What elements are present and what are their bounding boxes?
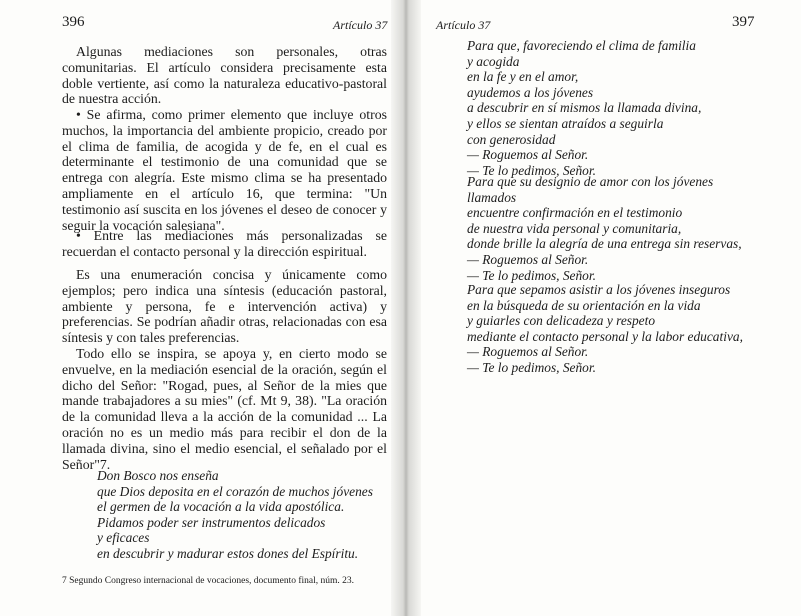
stanza-line: Para que, favoreciendo el clima de familia — [467, 38, 696, 53]
stanza — [467, 174, 742, 283]
stanza-line: — Te lo pedimos, Señor. — [467, 162, 596, 178]
stanza-line: encuentre confirmación en el testimonio — [467, 205, 683, 221]
stanza-line: Para que su designio de amor con los jóvenes — [467, 174, 714, 189]
page-number: 397 — [732, 14, 755, 30]
page-number: 396 — [62, 14, 85, 30]
stanza-line: y guiarles con delicadeza y respeto — [467, 313, 656, 329]
stanza-line: — Roguemos al Señor. — [467, 344, 589, 360]
stanza-line: — Roguemos al Señor. — [467, 147, 589, 163]
running-head: Artículo 37 — [333, 18, 388, 32]
stanza — [467, 282, 743, 376]
poem-line: el germen de la vocación a la vida apostólica. — [97, 499, 345, 515]
stanza-line: donde brille la alegría de una entrega sin reservas, — [467, 236, 742, 252]
poem-line: que Dios deposita en el corazón de muchos jóvenes — [97, 483, 373, 499]
stanza-line: Para que sepamos asistir a los jóvenes inseguros — [467, 282, 731, 297]
poem-line: y eficaces — [97, 530, 150, 546]
poem — [97, 468, 373, 562]
footnote: 7 Segundo Congreso internacional de vocaciones, documento final, núm. 23. — [62, 576, 355, 586]
stanza-line: en la fe y en el amor, — [467, 69, 579, 85]
stanza-line: ayudemos a los jóvenes — [467, 84, 594, 100]
poem-line: en descubrir y madurar estos dones del Espíritu. — [97, 545, 359, 561]
stanza — [467, 38, 701, 178]
paragraph: • Se afirma, como primer elemento que incluye otros muchos, la importancia del ambiente propicio, creado por el clima de familia, de acogida y de fe, en el cual es determinante el testimonio de una comunidad que se entrega con alegría. Este mismo clima se ha presentado ampliamente en el artículo 16, que termina: "Un testimonio así suscita en los jóvenes el deseo de conocer y seguir la vocación salesiana". — [62, 107, 387, 233]
stanza-line: de nuestra vida personal y comunitaria, — [467, 220, 682, 236]
stanza-line: mediante el contacto personal y la labor educativa, — [467, 328, 743, 344]
paragraph: Es una enumeración concisa y únicamente como ejemplos; pero indica una síntesis (educación pastoral, ambiente y persona, fe e intervención activa) y preferencias. Se podrían añadir otras, relacionadas con esa síntesis y con tales preferencias. — [62, 267, 387, 346]
paragraph: Algunas mediaciones son personales, otras comunitarias. El artículo considera precisamente esta doble vertiente, así como la naturaleza educativo-pastoral de nuestra acción. — [62, 44, 387, 107]
stanza-line: — Te lo pedimos, Señor. — [467, 359, 596, 375]
stanza-line: — Roguemos al Señor. — [467, 251, 589, 267]
stanza-line: — Te lo pedimos, Señor. — [467, 267, 596, 283]
stanza-line: llamados — [467, 189, 517, 205]
paragraph: Todo ello se inspira, se apoya y, en cierto modo se envuelve, en la mediación esencial de la oración, según el dicho del Señor: "Rogad, pues, al Señor de la mies que mande trabajadores a su mies" (cf. Mt 9, 38). "La oración de la comunidad lleva a la acción de la comunidad ... La oración no es un medio más para recibir el don de la llamada divina, sino el medio esencial, el señalado por el Señor"7. — [62, 346, 387, 472]
stanza-line: a descubrir en sí mismos la llamada divina, — [467, 100, 702, 116]
paragraph: • Entre las mediaciones más personalizadas se recuerdan el contacto personal y la dirección espiritual. — [62, 228, 387, 259]
stanza-line: y ellos se sientan atraídos a seguirla — [467, 115, 664, 131]
stanza-line: con generosidad — [467, 131, 556, 147]
poem-line: Don Bosco nos enseña — [97, 468, 219, 483]
poem-line: Pidamos poder ser instrumentos delicados — [97, 514, 326, 530]
stanza-line: en la búsqueda de su orientación en la vida — [467, 297, 701, 313]
stanza-line: y acogida — [467, 53, 520, 69]
right-page — [412, 0, 801, 616]
running-head: Artículo 37 — [436, 18, 491, 32]
left-page — [0, 0, 395, 616]
